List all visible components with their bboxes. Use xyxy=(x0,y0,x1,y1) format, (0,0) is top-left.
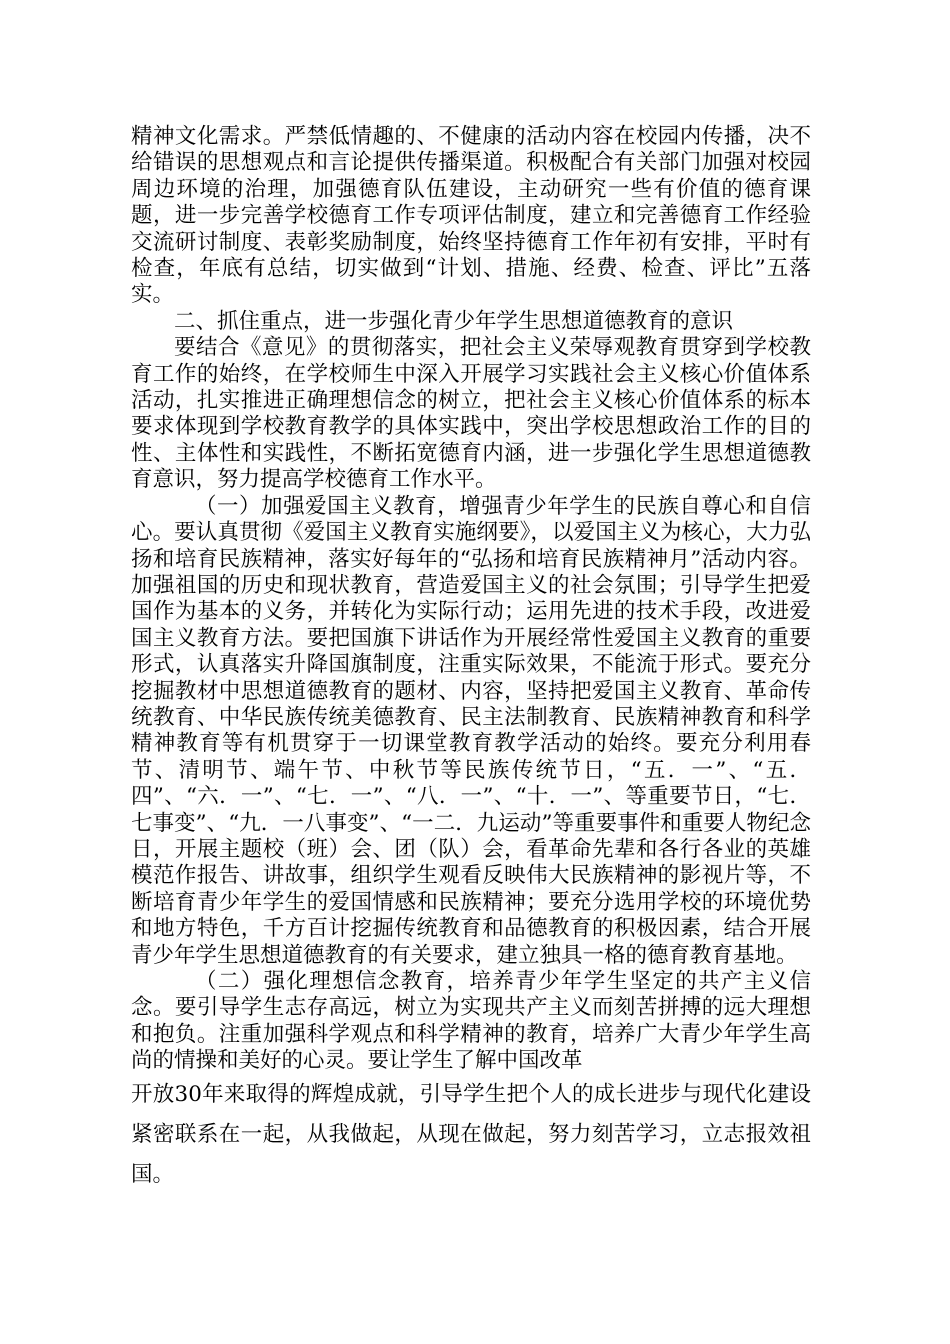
paragraph-ideal-belief-education: （二）强化理想信念教育，培养青少年学生坚定的共产主义信念。要引导学生志存高远，树立为实现共产主义而刻苦拼搏的远大理想和抱负。注重加强科学观点和科学精神的教育，培养广大青少年学生高尚的情操和美好的心灵。要让学生了解中国改革 xyxy=(131,969,811,1074)
paragraph-spiritual-culture: 精神文化需求。严禁低情趣的、不健康的活动内容在校园内传播，决不给错误的思想观点和言论提供传播渠道。积极配合有关部门加强对校园周边环境的治理，加强德育队伍建设，主动研究一些有价值的德育课题，进一步完善学校德育工作专项评估制度，建立和完善德育工作经验交流研讨制度、表彰奖励制度，始终坚持德育工作年初有安排，平时有检查，年底有总结，切实做到“计划、措施、经费、检查、评比”五落实。 xyxy=(131,124,811,308)
paragraph-opinion-implementation: 要结合《意见》的贯彻落实，把社会主义荣辱观教育贯穿到学校教育工作的始终，在学校师生中深入开展学习实践社会主义核心价值体系活动，扎实推进正确理想信念的树立，把社会主义核心价值体系的标本要求体现到学校教育教学的具体实践中，突出学校思想政治工作的目的性、主体性和实践性，不断拓宽德育内涵，进一步强化学生思想道德教育意识，努力提高学校德育工作水平。 xyxy=(131,335,811,493)
paragraph-patriotism-education: （一）加强爱国主义教育，增强青少年学生的民族自尊心和自信心。要认真贯彻《爱国主义教育实施纲要》，以爱国主义为核心，大力弘扬和培育民族精神，落实好每年的“弘扬和培育民族精神月”活动内容。加强祖国的历史和现状教育，营造爱国主义的社会氛围；引导学生把爱国作为基本的义务，并转化为实际行动；运用先进的技术手段，改进爱国主义教育方法。要把国旗下讲话作为开展经常性爱国主义教育的重要形式，认真落实升降国旗制度，注重实际效果，不能流于形式。要充分挖掘教材中思想道德教育的题材、内容，坚持把爱国主义教育、革命传统教育、中华民族传统美德教育、民主法制教育、民族精神教育和科学精神教育等有机贯穿于一切课堂教育教学活动的始终。要充分利用春节、清明节、端午节、中秋节等民族传统节日，“五．一”、“五．四”、“六．一”、“七．一”、“八．一”、“十．一”、等重要节日，“七．七事变”、“九．一八事变”、“一二．九运动”等重要事件和重要人物纪念日，开展主题校（班）会、团（队）会，看革命先辈和各行各业的英雄模范作报告、讲故事，组织学生观看反映伟大民族精神的影视片等，不断培育青少年学生的爱国情感和民族精神；要充分选用学校的环境优势和地方特色，千方百计挖掘传统教育和品德教育的积极因素，结合开展青少年学生思想道德教育的有关要求，建立独具一格的德育教育基地。 xyxy=(131,493,811,968)
section-heading-two: 二、抓住重点，进一步强化青少年学生思想道德教育的意识 xyxy=(174,308,734,334)
paragraph-reform-achievements: 开放30年来取得的辉煌成就，引导学生把个人的成长进步与现代化建设紧密联系在一起，从我做起，从现在做起，努力刻苦学习，立志报效祖国。 xyxy=(131,1081,811,1187)
document-page xyxy=(131,124,811,1195)
